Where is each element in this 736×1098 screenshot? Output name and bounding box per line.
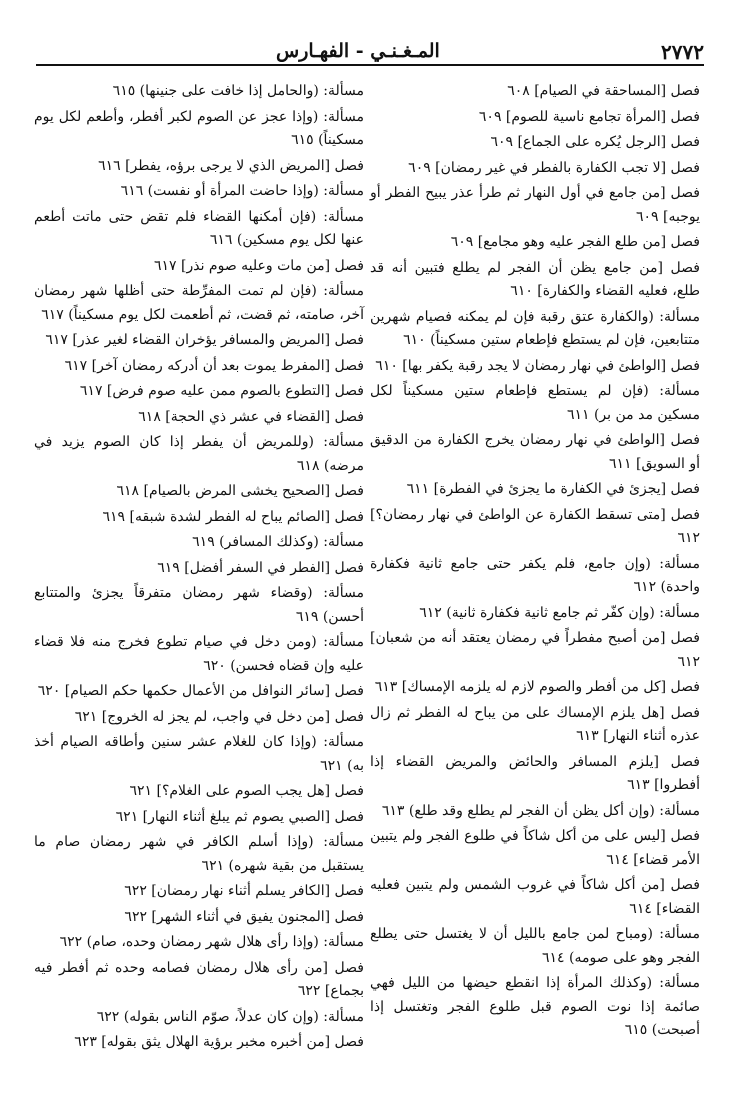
- index-entry: مسألة: (فإن أمكنها القضاء فلم تقض حتى ماتت أطعم عنها لكل يوم مسكين) ٦١٦: [34, 208, 364, 248]
- index-entry: فصل [الكافر يسلم أثناء نهار رمضان] ٦٢٢: [124, 883, 364, 899]
- index-entry: فصل [من رأى هلال رمضان فصامه وحده ثم أفطر فيه بجماع] ٦٢٢: [34, 959, 364, 999]
- index-entry: فصل [المريض الذي لا يرجى برؤه، يفطر] ٦١٦: [98, 157, 364, 174]
- index-entry: فصل [الفطر في السفر أفضل] ٦١٩: [157, 559, 364, 576]
- page-title: المـغـنـي - الفهـارس: [276, 40, 440, 62]
- index-entry: فصل [الواطئ في نهار رمضان يخرج الكفارة من الدقيق أو السويق] ٦١١: [370, 432, 700, 472]
- index-entry: فصل [التطوع بالصوم ممن عليه صوم فرض] ٦١٧: [79, 383, 364, 399]
- index-entry: فصل [المساحقة في الصيام] ٦٠٨: [507, 83, 700, 99]
- index-entry: مسألة: (والحامل إذا خافت على جنينها) ٦١٥: [112, 83, 364, 99]
- index-entry: مسألة: (والكفارة عتق رقبة فإن لم يمكنه فصيام شهرين متتابعين، فإن لم يستطع فإطعام ستين مسكيناً) ٦١٠: [370, 308, 700, 348]
- index-entry: فصل [الصبي يصوم ثم يبلغ أثناء النهار] ٦٢١: [115, 808, 364, 825]
- index-entry: مسألة: (فإن لم يستطع فإطعام ستين مسكيناً لكل مسكين مد من بر) ٦١١: [370, 383, 700, 423]
- index-entry: فصل [من جامع في أول النهار ثم طرأ عذر يبيح الفطر أو يوجبه] ٦٠٩: [370, 185, 700, 225]
- index-entry: مسألة: (وإذا عجز عن الصوم لكبر أفطر، وأطعم لكل يوم مسكيناً) ٦١٥: [34, 108, 364, 148]
- index-entry: مسألة: (وقضاء شهر رمضان متفرقاً يجزئ والمتتابع أحسن) ٦١٩: [34, 585, 364, 625]
- index-entry: مسألة: (وكذلك المرأة إذا انقطع حيضها من الليل فهي صائمة إذا نوت الصوم قبل طلوع الفجر وتغتسل إذا أصبحت) ٦١٥: [370, 975, 700, 1038]
- index-entry: مسألة: (وإذا حاضت المرأة أو نفست) ٦١٦: [120, 183, 364, 199]
- index-entry: فصل [من طلع الفجر عليه وهو مجامع] ٦٠٩: [450, 234, 700, 250]
- page-header: [36, 38, 704, 66]
- index-entry: فصل [سائر النوافل من الأعمال حكمها حكم الصيام] ٦٢٠: [37, 683, 364, 699]
- index-entry: مسألة: (وللمريض أن يفطر إذا كان الصوم يزيد في مرضه) ٦١٨: [34, 434, 364, 474]
- index-entry: فصل [المجنون يفيق في أثناء الشهر] ٦٢٢: [124, 908, 364, 925]
- index-entry: فصل [المريض والمسافر يؤخران القضاء لغير عذر] ٦١٧: [45, 332, 364, 348]
- index-entry: فصل [من دخل في واجب، لم يجز له الخروج] ٦٢١: [74, 708, 364, 725]
- index-entry: فصل [الرجل يُكره على الجماع] ٦٠٩: [490, 134, 700, 150]
- index-entry: مسألة: (وإن كان عدلاً، صوّم الناس بقوله) ٦٢٢: [96, 1008, 364, 1025]
- index-entry: فصل [من جامع يظن أن الفجر لم يطلع فتبين أنه قد طلع، فعليه القضاء والكفارة] ٦١٠: [370, 259, 700, 299]
- index-column-left: [34, 80, 364, 1057]
- index-entry: فصل [الصحيح يخشى المرض بالصيام] ٦١٨: [116, 483, 364, 499]
- index-entry: مسألة: (وإذا أسلم الكافر في شهر رمضان صام ما يستقبل من بقية شهره) ٦٢١: [34, 834, 364, 874]
- index-entry: فصل [ليس على من أكل شاكاً في طلوع الفجر ولم يتبين الأمر قضاء] ٦١٤: [370, 828, 700, 868]
- index-entry: فصل [لا تجب الكفارة بالفطر في غير رمضان] ٦٠٩: [408, 159, 700, 176]
- index-entry: مسألة: (وإن أكل يظن أن الفجر لم يطلع وقد طلع) ٦١٣: [381, 802, 700, 819]
- index-entry: فصل [من أصبح مفطراً في رمضان يعتقد أنه من شعبان] ٦١٢: [370, 630, 700, 670]
- index-entry: فصل [المرأة تجامع ناسية للصوم] ٦٠٩: [478, 108, 700, 125]
- index-entry: فصل [من أخبره مخبر برؤية الهلال يثق بقوله] ٦٢٣: [74, 1034, 364, 1050]
- index-entry: مسألة: (ومن دخل في صيام تطوع فخرج منه فلا قضاء عليه وإن قضاه فحسن) ٦٢٠: [34, 634, 364, 674]
- index-entry: مسألة: (ومباح لمن جامع بالليل أن لا يغتسل حتى يطلع الفجر وهو على صومه) ٦١٤: [370, 926, 700, 966]
- index-entry: مسألة: (وإذا رأى هلال شهر رمضان وحده، صام) ٦٢٢: [59, 934, 364, 950]
- page-number: ٢٧٧٢: [661, 40, 704, 64]
- index-entry: مسألة: (وإن كفّر ثم جامع ثانية فكفارة ثانية) ٦١٢: [419, 604, 700, 621]
- index-entry: فصل [هل يجب الصوم على الغلام؟] ٦٢١: [129, 783, 364, 799]
- index-entry: فصل [القضاء في عشر ذي الحجة] ٦١٨: [138, 408, 364, 425]
- index-entry: فصل [يلزم المسافر والحائض والمريض القضاء إذا أفطروا] ٦١٣: [370, 753, 700, 793]
- index-entry: مسألة: (وكذلك المسافر) ٦١٩: [192, 534, 364, 550]
- index-entry: مسألة: (وإذا كان للغلام عشر سنين وأطاقه الصيام أخذ به) ٦٢١: [34, 734, 364, 774]
- index-column-right: [370, 80, 700, 1045]
- index-entry: مسألة: (وإن جامع، فلم يكفر حتى جامع ثانية فكفارة واحدة) ٦١٢: [370, 555, 700, 595]
- index-entry: فصل [الواطئ في نهار رمضان لا يجد رقبة يكفر بها] ٦١٠: [375, 357, 700, 374]
- index-entry: فصل [هل يلزم الإمساك على من يباح له الفطر ثم زال عذره أثناء النهار] ٦١٣: [370, 704, 700, 744]
- index-entry: مسألة: (فإن لم تمت المفرِّطة حتى أظلها شهر رمضان آخر، صامته، ثم قضت، ثم أطعمت لكل يوم مسكيناً) ٦١٧: [34, 283, 364, 323]
- index-entry: فصل [من مات وعليه صوم نذر] ٦١٧: [154, 257, 364, 274]
- index-entry: فصل [متى تسقط الكفارة عن الواطئ في نهار رمضان؟] ٦١٢: [370, 506, 700, 546]
- index-entry: فصل [يجزئ في الكفارة ما يجزئ في الفطرة] ٦١١: [406, 481, 700, 497]
- index-entry: فصل [المفرط يموت بعد أن أدركه رمضان آخر] ٦١٧: [64, 357, 364, 374]
- index-entry: فصل [كل من أفطر والصوم لازم له يلزمه الإمساك] ٦١٣: [374, 679, 700, 695]
- index-entry: فصل [من أكل شاكاً في غروب الشمس ولم يتبين فعليه القضاء] ٦١٤: [370, 877, 700, 917]
- index-entry: فصل [الصائم يباح له الفطر لشدة شبقه] ٦١٩: [102, 508, 364, 525]
